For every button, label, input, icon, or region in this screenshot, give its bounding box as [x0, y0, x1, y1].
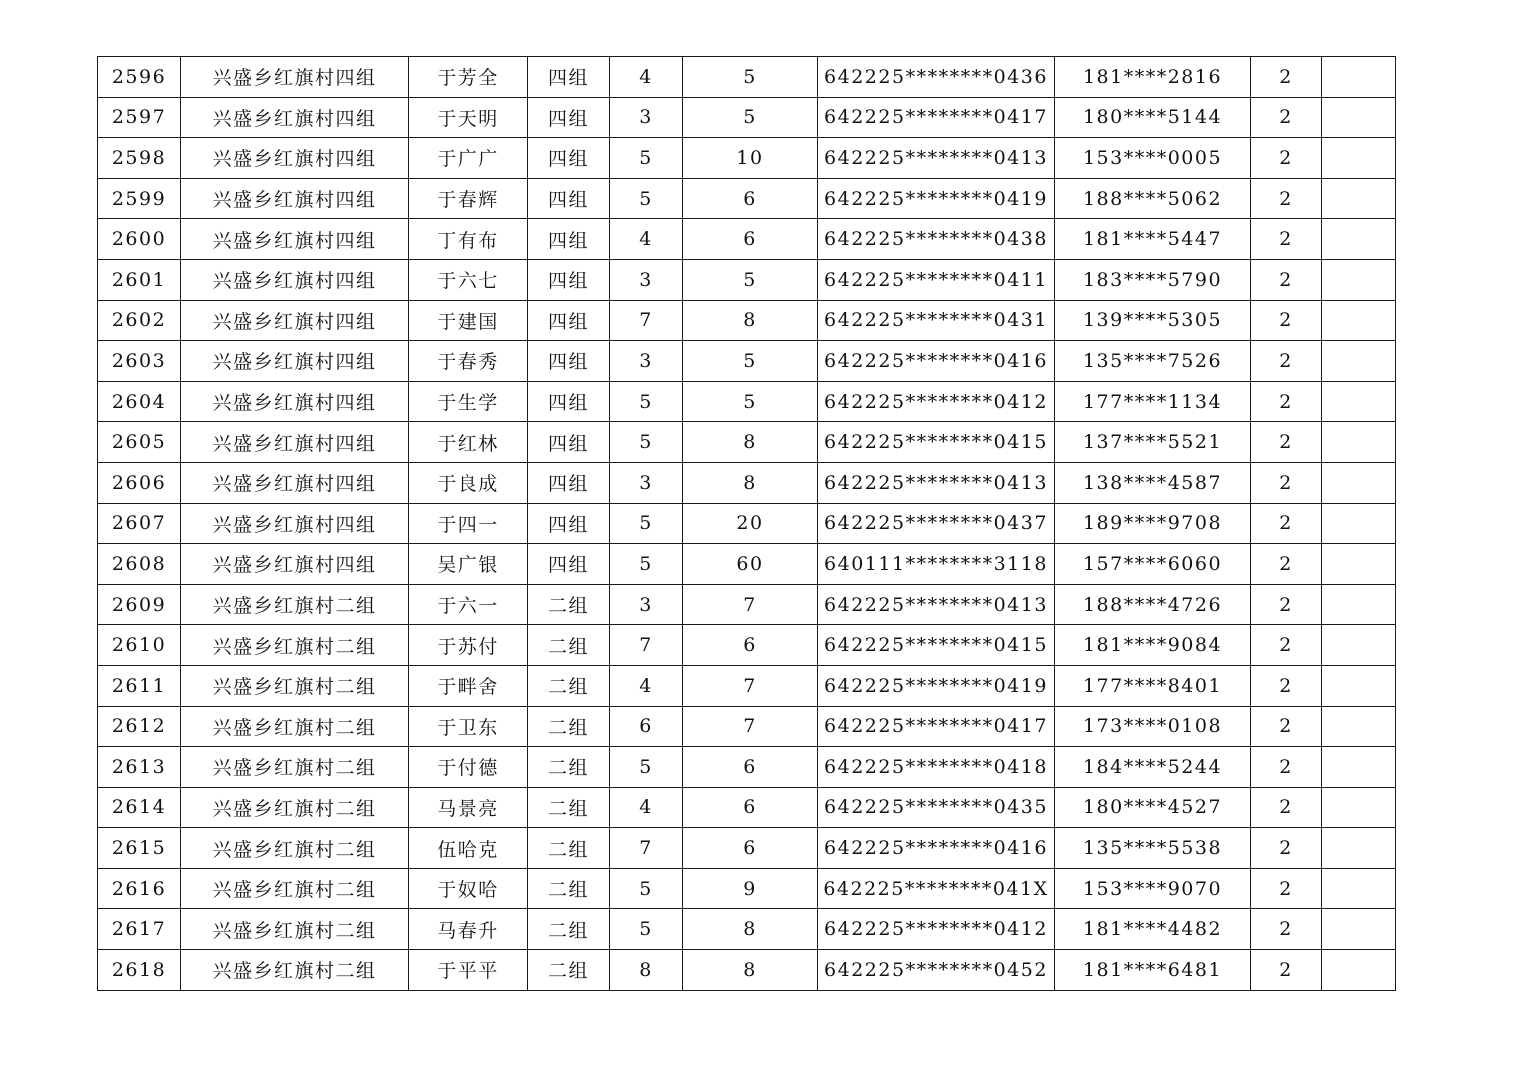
phone-cell: 135****5538	[1055, 828, 1251, 869]
document-page	[97, 56, 1385, 991]
group-cell: 二组	[528, 950, 610, 991]
name-cell: 于付德	[409, 747, 528, 788]
group-cell: 二组	[528, 665, 610, 706]
table-row	[98, 544, 1396, 585]
address-cell: 兴盛乡红旗村二组	[181, 787, 409, 828]
quantity-cell: 6	[683, 828, 818, 869]
table-row	[98, 747, 1396, 788]
note-cell	[1322, 665, 1396, 706]
phone-cell: 135****7526	[1055, 341, 1251, 382]
seq-number-cell: 2597	[98, 97, 181, 138]
id-number-cell: 642225********0415	[818, 625, 1055, 666]
household-size-cell: 5	[610, 503, 683, 544]
name-cell: 马景亮	[409, 787, 528, 828]
group-cell: 四组	[528, 57, 610, 98]
seq-number-cell: 2610	[98, 625, 181, 666]
group-cell: 二组	[528, 584, 610, 625]
quantity-cell: 8	[683, 950, 818, 991]
name-cell: 于生学	[409, 381, 528, 422]
seq-number-cell: 2615	[98, 828, 181, 869]
id-number-cell: 640111********3118	[818, 544, 1055, 585]
note-cell	[1322, 259, 1396, 300]
table-row	[98, 706, 1396, 747]
phone-cell: 139****5305	[1055, 300, 1251, 341]
id-number-cell: 642225********0416	[818, 828, 1055, 869]
address-cell: 兴盛乡红旗村二组	[181, 868, 409, 909]
id-number-cell: 642225********0411	[818, 259, 1055, 300]
name-cell: 于良成	[409, 462, 528, 503]
phone-cell: 137****5521	[1055, 422, 1251, 463]
group-cell: 四组	[528, 544, 610, 585]
table-row	[98, 138, 1396, 179]
name-cell: 于芳全	[409, 57, 528, 98]
phone-cell: 180****4527	[1055, 787, 1251, 828]
group-cell: 二组	[528, 787, 610, 828]
address-cell: 兴盛乡红旗村二组	[181, 625, 409, 666]
table-row	[98, 178, 1396, 219]
phone-cell: 189****9708	[1055, 503, 1251, 544]
address-cell: 兴盛乡红旗村四组	[181, 381, 409, 422]
quantity-cell: 9	[683, 868, 818, 909]
group-cell: 四组	[528, 462, 610, 503]
category-cell: 2	[1251, 625, 1322, 666]
name-cell: 于苏付	[409, 625, 528, 666]
name-cell: 于畔舍	[409, 665, 528, 706]
seq-number-cell: 2608	[98, 544, 181, 585]
address-cell: 兴盛乡红旗村二组	[181, 584, 409, 625]
phone-cell: 153****9070	[1055, 868, 1251, 909]
id-number-cell: 642225********0412	[818, 381, 1055, 422]
phone-cell: 153****0005	[1055, 138, 1251, 179]
phone-cell: 157****6060	[1055, 544, 1251, 585]
roster-table-body	[98, 57, 1396, 991]
id-number-cell: 642225********0413	[818, 462, 1055, 503]
seq-number-cell: 2607	[98, 503, 181, 544]
id-number-cell: 642225********0415	[818, 422, 1055, 463]
group-cell: 二组	[528, 706, 610, 747]
household-size-cell: 4	[610, 219, 683, 260]
name-cell: 伍哈克	[409, 828, 528, 869]
household-size-cell: 3	[610, 462, 683, 503]
seq-number-cell: 2612	[98, 706, 181, 747]
household-size-cell: 5	[610, 909, 683, 950]
group-cell: 二组	[528, 747, 610, 788]
seq-number-cell: 2596	[98, 57, 181, 98]
table-row	[98, 259, 1396, 300]
address-cell: 兴盛乡红旗村四组	[181, 178, 409, 219]
group-cell: 二组	[528, 625, 610, 666]
household-size-cell: 6	[610, 706, 683, 747]
group-cell: 四组	[528, 503, 610, 544]
note-cell	[1322, 138, 1396, 179]
seq-number-cell: 2600	[98, 219, 181, 260]
quantity-cell: 8	[683, 300, 818, 341]
table-row	[98, 300, 1396, 341]
group-cell: 四组	[528, 97, 610, 138]
note-cell	[1322, 422, 1396, 463]
category-cell: 2	[1251, 868, 1322, 909]
household-size-cell: 7	[610, 828, 683, 869]
quantity-cell: 5	[683, 381, 818, 422]
seq-number-cell: 2602	[98, 300, 181, 341]
note-cell	[1322, 706, 1396, 747]
group-cell: 四组	[528, 300, 610, 341]
seq-number-cell: 2605	[98, 422, 181, 463]
name-cell: 丁有布	[409, 219, 528, 260]
table-row	[98, 665, 1396, 706]
category-cell: 2	[1251, 219, 1322, 260]
name-cell: 于卫东	[409, 706, 528, 747]
quantity-cell: 6	[683, 178, 818, 219]
table-row	[98, 341, 1396, 382]
id-number-cell: 642225********0418	[818, 747, 1055, 788]
note-cell	[1322, 178, 1396, 219]
id-number-cell: 642225********0437	[818, 503, 1055, 544]
category-cell: 2	[1251, 747, 1322, 788]
seq-number-cell: 2599	[98, 178, 181, 219]
id-number-cell: 642225********0435	[818, 787, 1055, 828]
household-size-cell: 5	[610, 422, 683, 463]
table-row	[98, 219, 1396, 260]
note-cell	[1322, 300, 1396, 341]
name-cell: 于六七	[409, 259, 528, 300]
quantity-cell: 5	[683, 97, 818, 138]
note-cell	[1322, 625, 1396, 666]
id-number-cell: 642225********0412	[818, 909, 1055, 950]
seq-number-cell: 2598	[98, 138, 181, 179]
address-cell: 兴盛乡红旗村四组	[181, 57, 409, 98]
quantity-cell: 10	[683, 138, 818, 179]
id-number-cell: 642225********0417	[818, 97, 1055, 138]
note-cell	[1322, 828, 1396, 869]
group-cell: 四组	[528, 219, 610, 260]
category-cell: 2	[1251, 544, 1322, 585]
name-cell: 于平平	[409, 950, 528, 991]
note-cell	[1322, 950, 1396, 991]
household-size-cell: 8	[610, 950, 683, 991]
group-cell: 二组	[528, 909, 610, 950]
category-cell: 2	[1251, 828, 1322, 869]
household-size-cell: 7	[610, 625, 683, 666]
group-cell: 二组	[528, 868, 610, 909]
address-cell: 兴盛乡红旗村四组	[181, 97, 409, 138]
id-number-cell: 642225********0413	[818, 584, 1055, 625]
name-cell: 于广广	[409, 138, 528, 179]
name-cell: 于建国	[409, 300, 528, 341]
note-cell	[1322, 909, 1396, 950]
category-cell: 2	[1251, 950, 1322, 991]
address-cell: 兴盛乡红旗村四组	[181, 341, 409, 382]
table-row	[98, 97, 1396, 138]
phone-cell: 138****4587	[1055, 462, 1251, 503]
note-cell	[1322, 544, 1396, 585]
group-cell: 四组	[528, 138, 610, 179]
household-size-cell: 4	[610, 665, 683, 706]
quantity-cell: 6	[683, 625, 818, 666]
household-size-cell: 4	[610, 57, 683, 98]
phone-cell: 181****9084	[1055, 625, 1251, 666]
group-cell: 四组	[528, 422, 610, 463]
id-number-cell: 642225********0438	[818, 219, 1055, 260]
note-cell	[1322, 381, 1396, 422]
phone-cell: 183****5790	[1055, 259, 1251, 300]
id-number-cell: 642225********0417	[818, 706, 1055, 747]
phone-cell: 177****8401	[1055, 665, 1251, 706]
phone-cell: 177****1134	[1055, 381, 1251, 422]
name-cell: 于春辉	[409, 178, 528, 219]
name-cell: 马春升	[409, 909, 528, 950]
category-cell: 2	[1251, 341, 1322, 382]
phone-cell: 181****4482	[1055, 909, 1251, 950]
seq-number-cell: 2618	[98, 950, 181, 991]
seq-number-cell: 2603	[98, 341, 181, 382]
category-cell: 2	[1251, 300, 1322, 341]
household-size-cell: 5	[610, 747, 683, 788]
household-size-cell: 3	[610, 97, 683, 138]
quantity-cell: 6	[683, 787, 818, 828]
name-cell: 于六一	[409, 584, 528, 625]
table-row	[98, 787, 1396, 828]
note-cell	[1322, 868, 1396, 909]
phone-cell: 180****5144	[1055, 97, 1251, 138]
seq-number-cell: 2613	[98, 747, 181, 788]
quantity-cell: 60	[683, 544, 818, 585]
address-cell: 兴盛乡红旗村四组	[181, 422, 409, 463]
group-cell: 四组	[528, 341, 610, 382]
household-size-cell: 3	[610, 341, 683, 382]
id-number-cell: 642225********0436	[818, 57, 1055, 98]
quantity-cell: 20	[683, 503, 818, 544]
address-cell: 兴盛乡红旗村四组	[181, 259, 409, 300]
table-row	[98, 462, 1396, 503]
category-cell: 2	[1251, 178, 1322, 219]
address-cell: 兴盛乡红旗村四组	[181, 219, 409, 260]
category-cell: 2	[1251, 584, 1322, 625]
household-size-cell: 7	[610, 300, 683, 341]
quantity-cell: 7	[683, 706, 818, 747]
address-cell: 兴盛乡红旗村二组	[181, 909, 409, 950]
note-cell	[1322, 341, 1396, 382]
seq-number-cell: 2604	[98, 381, 181, 422]
table-row	[98, 625, 1396, 666]
phone-cell: 181****2816	[1055, 57, 1251, 98]
note-cell	[1322, 57, 1396, 98]
quantity-cell: 6	[683, 219, 818, 260]
group-cell: 四组	[528, 259, 610, 300]
quantity-cell: 7	[683, 584, 818, 625]
id-number-cell: 642225********0431	[818, 300, 1055, 341]
household-size-cell: 5	[610, 868, 683, 909]
seq-number-cell: 2617	[98, 909, 181, 950]
note-cell	[1322, 503, 1396, 544]
address-cell: 兴盛乡红旗村二组	[181, 706, 409, 747]
address-cell: 兴盛乡红旗村四组	[181, 138, 409, 179]
category-cell: 2	[1251, 57, 1322, 98]
category-cell: 2	[1251, 503, 1322, 544]
quantity-cell: 5	[683, 341, 818, 382]
category-cell: 2	[1251, 909, 1322, 950]
seq-number-cell: 2601	[98, 259, 181, 300]
quantity-cell: 8	[683, 422, 818, 463]
name-cell: 吴广银	[409, 544, 528, 585]
household-size-cell: 5	[610, 381, 683, 422]
group-cell: 四组	[528, 178, 610, 219]
seq-number-cell: 2616	[98, 868, 181, 909]
name-cell: 于奴哈	[409, 868, 528, 909]
group-cell: 四组	[528, 381, 610, 422]
address-cell: 兴盛乡红旗村二组	[181, 828, 409, 869]
note-cell	[1322, 747, 1396, 788]
seq-number-cell: 2614	[98, 787, 181, 828]
category-cell: 2	[1251, 706, 1322, 747]
household-size-cell: 3	[610, 259, 683, 300]
address-cell: 兴盛乡红旗村四组	[181, 462, 409, 503]
id-number-cell: 642225********0413	[818, 138, 1055, 179]
seq-number-cell: 2609	[98, 584, 181, 625]
household-size-cell: 5	[610, 138, 683, 179]
name-cell: 于红林	[409, 422, 528, 463]
quantity-cell: 7	[683, 665, 818, 706]
phone-cell: 181****6481	[1055, 950, 1251, 991]
category-cell: 2	[1251, 787, 1322, 828]
roster-table	[97, 56, 1396, 991]
name-cell: 于天明	[409, 97, 528, 138]
household-size-cell: 5	[610, 178, 683, 219]
address-cell: 兴盛乡红旗村四组	[181, 503, 409, 544]
seq-number-cell: 2611	[98, 665, 181, 706]
group-cell: 二组	[528, 828, 610, 869]
id-number-cell: 642225********0419	[818, 665, 1055, 706]
category-cell: 2	[1251, 97, 1322, 138]
address-cell: 兴盛乡红旗村二组	[181, 950, 409, 991]
table-row	[98, 381, 1396, 422]
phone-cell: 173****0108	[1055, 706, 1251, 747]
quantity-cell: 8	[683, 462, 818, 503]
name-cell: 于四一	[409, 503, 528, 544]
household-size-cell: 3	[610, 584, 683, 625]
quantity-cell: 5	[683, 259, 818, 300]
household-size-cell: 4	[610, 787, 683, 828]
id-number-cell: 642225********0452	[818, 950, 1055, 991]
seq-number-cell: 2606	[98, 462, 181, 503]
id-number-cell: 642225********041X	[818, 868, 1055, 909]
table-row	[98, 57, 1396, 98]
category-cell: 2	[1251, 138, 1322, 179]
category-cell: 2	[1251, 665, 1322, 706]
phone-cell: 184****5244	[1055, 747, 1251, 788]
table-row	[98, 909, 1396, 950]
category-cell: 2	[1251, 422, 1322, 463]
address-cell: 兴盛乡红旗村四组	[181, 544, 409, 585]
table-row	[98, 584, 1396, 625]
note-cell	[1322, 97, 1396, 138]
note-cell	[1322, 787, 1396, 828]
note-cell	[1322, 462, 1396, 503]
category-cell: 2	[1251, 259, 1322, 300]
table-row	[98, 503, 1396, 544]
table-row	[98, 422, 1396, 463]
phone-cell: 181****5447	[1055, 219, 1251, 260]
id-number-cell: 642225********0416	[818, 341, 1055, 382]
quantity-cell: 6	[683, 747, 818, 788]
table-row	[98, 868, 1396, 909]
note-cell	[1322, 584, 1396, 625]
phone-cell: 188****4726	[1055, 584, 1251, 625]
table-row	[98, 828, 1396, 869]
quantity-cell: 8	[683, 909, 818, 950]
household-size-cell: 5	[610, 544, 683, 585]
phone-cell: 188****5062	[1055, 178, 1251, 219]
quantity-cell: 5	[683, 57, 818, 98]
address-cell: 兴盛乡红旗村二组	[181, 747, 409, 788]
category-cell: 2	[1251, 381, 1322, 422]
address-cell: 兴盛乡红旗村四组	[181, 300, 409, 341]
category-cell: 2	[1251, 462, 1322, 503]
address-cell: 兴盛乡红旗村二组	[181, 665, 409, 706]
table-row	[98, 950, 1396, 991]
note-cell	[1322, 219, 1396, 260]
id-number-cell: 642225********0419	[818, 178, 1055, 219]
name-cell: 于春秀	[409, 341, 528, 382]
